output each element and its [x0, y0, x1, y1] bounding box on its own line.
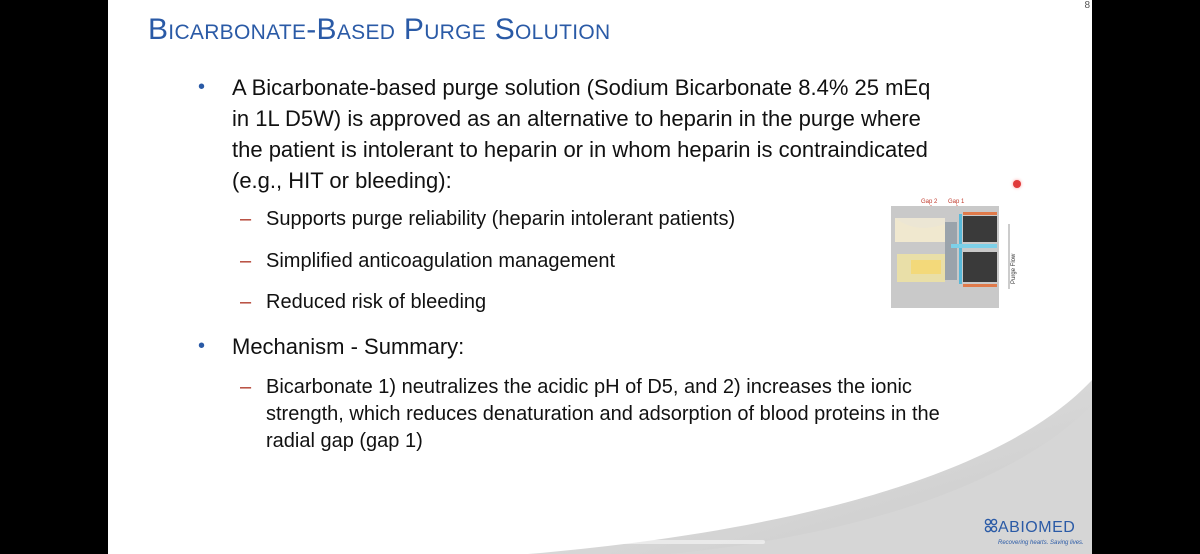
purge-flow-label: Purge Flow — [1011, 253, 1017, 284]
gap2-label: Gap 2 — [921, 199, 938, 205]
bullet-1 — [198, 72, 1032, 196]
sub-item-line: radial gap (gap 1) — [266, 430, 423, 452]
sub-item — [240, 374, 1046, 455]
sub-item-line: Bicarbonate 1) neutralizes the acidic pH of D5, and 2) increases the ionic — [266, 376, 912, 398]
bullet-dot: • — [198, 76, 206, 98]
sub-item-line: strength, which reduces denaturation and adsorption of blood proteins in the — [266, 403, 940, 425]
sub-item-text: Simplified anticoagulation management — [266, 250, 616, 272]
sub-item — [240, 206, 736, 233]
dash-marker: – — [240, 376, 252, 398]
sub-item — [240, 248, 616, 275]
purge-gap-diagram — [891, 194, 1026, 309]
horizontal-scrollbar[interactable] — [445, 540, 765, 544]
sub-item-text: Supports purge reliability (heparin intolerant patients) — [266, 208, 736, 230]
abiomed-logo — [984, 518, 1092, 552]
bullet-2-text: Mechanism - Summary: — [232, 334, 465, 359]
logo-name: ABIOMED — [998, 519, 1076, 536]
page-number: 8 — [1084, 0, 1090, 11]
sub-item — [240, 289, 487, 316]
bullet-1-line: A Bicarbonate-based purge solution (Sodium Bicarbonate 8.4% 25 mEq — [232, 75, 931, 100]
gap1-label: Gap 1 — [948, 199, 965, 205]
dash-marker: – — [240, 208, 252, 230]
laser-pointer-dot — [1013, 180, 1021, 188]
bullet-1-line: the patient is intolerant to heparin or in whom heparin is contraindicated — [232, 137, 928, 162]
dash-marker: – — [240, 250, 252, 272]
bullet-1-line: (e.g., HIT or bleeding): — [232, 168, 452, 193]
sub-item-text: Reduced risk of bleeding — [266, 291, 487, 313]
bullet-dot: • — [198, 335, 206, 357]
slide — [108, 0, 1092, 554]
slide-title: Bicarbonate-Based Purge Solution — [148, 13, 611, 46]
dash-marker: – — [240, 291, 252, 313]
bullet-2 — [198, 331, 465, 362]
bullet-1-line: in 1L D5W) is approved as an alternative to heparin in the purge where — [232, 106, 921, 131]
logo-icon — [984, 518, 998, 536]
logo-tagline: Recovering hearts. Saving lives. — [998, 540, 1084, 546]
